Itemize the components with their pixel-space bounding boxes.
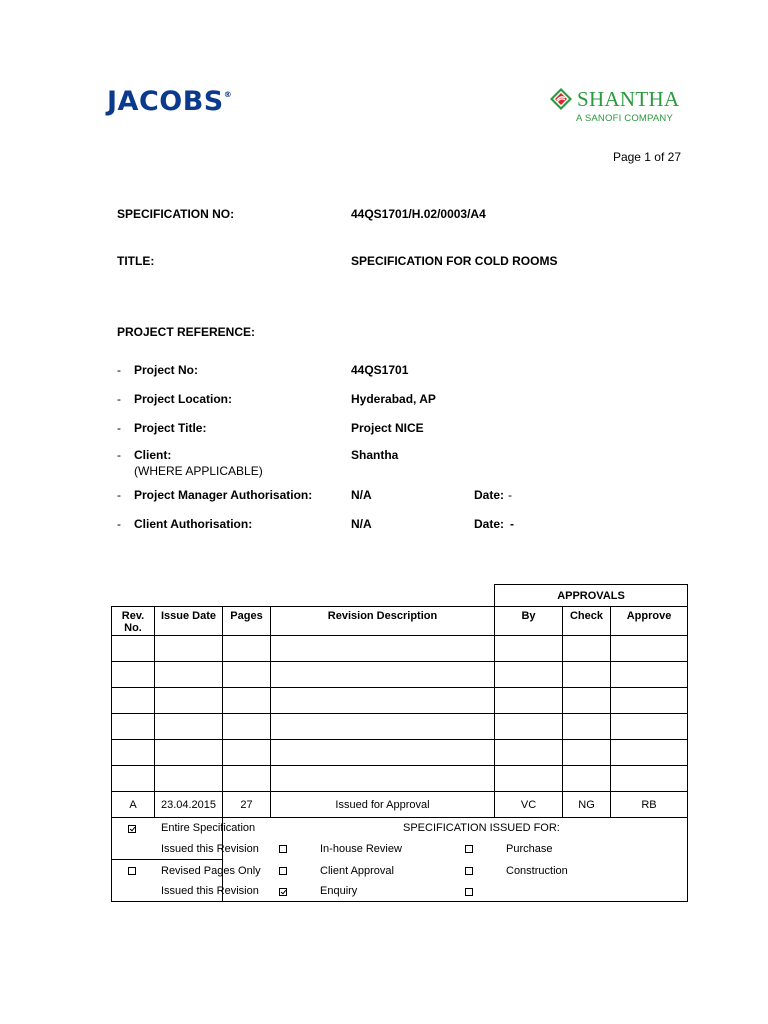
table-row	[112, 740, 688, 766]
client-authorisation-label: Client Authorisation:	[134, 517, 253, 531]
bullet-dash: -	[117, 421, 121, 435]
pm-date-label: Date:	[474, 488, 505, 502]
entire-spec-checkbox[interactable]	[128, 825, 136, 833]
inhouse-review-label: In-house Review	[320, 843, 402, 855]
header-pages: Pages	[223, 607, 271, 636]
shantha-logo: SHANTHA A SANOFI COMPANY	[549, 86, 689, 126]
project-location-label: Project Location:	[134, 392, 233, 406]
table-row	[112, 792, 688, 818]
enquiry-checkbox[interactable]	[279, 888, 287, 896]
table-row	[112, 766, 688, 792]
bullet-dash: -	[117, 392, 121, 406]
issue-date-cell: 23.04.2015	[155, 792, 223, 818]
shantha-emblem-icon	[549, 87, 573, 111]
bullet-dash: -	[117, 517, 121, 531]
title-value: SPECIFICATION FOR COLD ROOMS	[351, 254, 558, 268]
issued-revision-label: Issued this Revision	[161, 885, 259, 897]
purchase-checkbox[interactable]	[465, 845, 473, 853]
table-row	[112, 688, 688, 714]
construction-label: Construction	[506, 865, 568, 877]
header-by: By	[495, 607, 563, 636]
project-title-label: Project Title:	[134, 421, 207, 435]
project-no-value: 44QS1701	[351, 363, 409, 377]
issued-revision-label: Issued this Revision	[161, 843, 259, 855]
jacobs-logo: JACOBS®	[107, 86, 233, 117]
project-title-value: Project NICE	[351, 421, 424, 435]
pm-authorisation-label: Project Manager Authorisation:	[134, 488, 313, 502]
purchase-label: Purchase	[506, 843, 553, 855]
enquiry-label: Enquiry	[320, 885, 358, 897]
title-label: TITLE:	[117, 254, 155, 268]
client-date-label: Date:	[474, 517, 505, 531]
header-issue-date: Issue Date	[155, 607, 223, 636]
header-revision-description: Revision Description	[271, 607, 495, 636]
approve-cell: RB	[611, 792, 688, 818]
page-number: Page 1 of 27	[612, 150, 681, 164]
client-approval-label: Client Approval	[320, 865, 394, 877]
project-no-label: Project No:	[134, 363, 199, 377]
client-date-value: -	[510, 517, 514, 531]
project-reference-label: PROJECT REFERENCE:	[117, 325, 256, 339]
revision-description-cell: Issued for Approval	[271, 792, 495, 818]
bullet-dash: -	[117, 448, 121, 462]
pm-authorisation-value: N/A	[351, 488, 372, 502]
pages-cell: 27	[223, 792, 271, 818]
client-approval-checkbox[interactable]	[279, 867, 287, 875]
rev-no-cell: A	[112, 792, 155, 818]
header-approve: Approve	[611, 607, 688, 636]
revised-pages-checkbox[interactable]	[128, 867, 136, 875]
client-note: (WHERE APPLICABLE)	[134, 464, 263, 478]
blank-option-checkbox[interactable]	[465, 888, 473, 896]
header-rev-no: Rev. No.	[112, 607, 155, 636]
construction-checkbox[interactable]	[465, 867, 473, 875]
project-location-value: Hyderabad, AP	[351, 392, 436, 406]
issued-for-heading: SPECIFICATION ISSUED FOR:	[403, 822, 560, 834]
client-label: Client:	[134, 448, 172, 462]
table-row	[112, 662, 688, 688]
client-value: Shantha	[351, 448, 399, 462]
table-row	[112, 714, 688, 740]
spec-no-value: 44QS1701/H.02/0003/A4	[351, 207, 486, 221]
client-authorisation-value: N/A	[351, 517, 372, 531]
check-cell: NG	[563, 792, 611, 818]
revised-pages-label: Revised Pages Only	[161, 865, 261, 877]
bullet-dash: -	[117, 363, 121, 377]
by-cell: VC	[495, 792, 563, 818]
entire-spec-label: Entire Specification	[161, 822, 256, 834]
table-row	[112, 636, 688, 662]
header-check: Check	[563, 607, 611, 636]
pm-date-value: -	[508, 488, 512, 502]
inhouse-review-checkbox[interactable]	[279, 845, 287, 853]
bullet-dash: -	[117, 488, 121, 502]
approvals-header: APPROVALS	[495, 585, 688, 607]
spec-no-label: SPECIFICATION NO:	[117, 207, 235, 221]
